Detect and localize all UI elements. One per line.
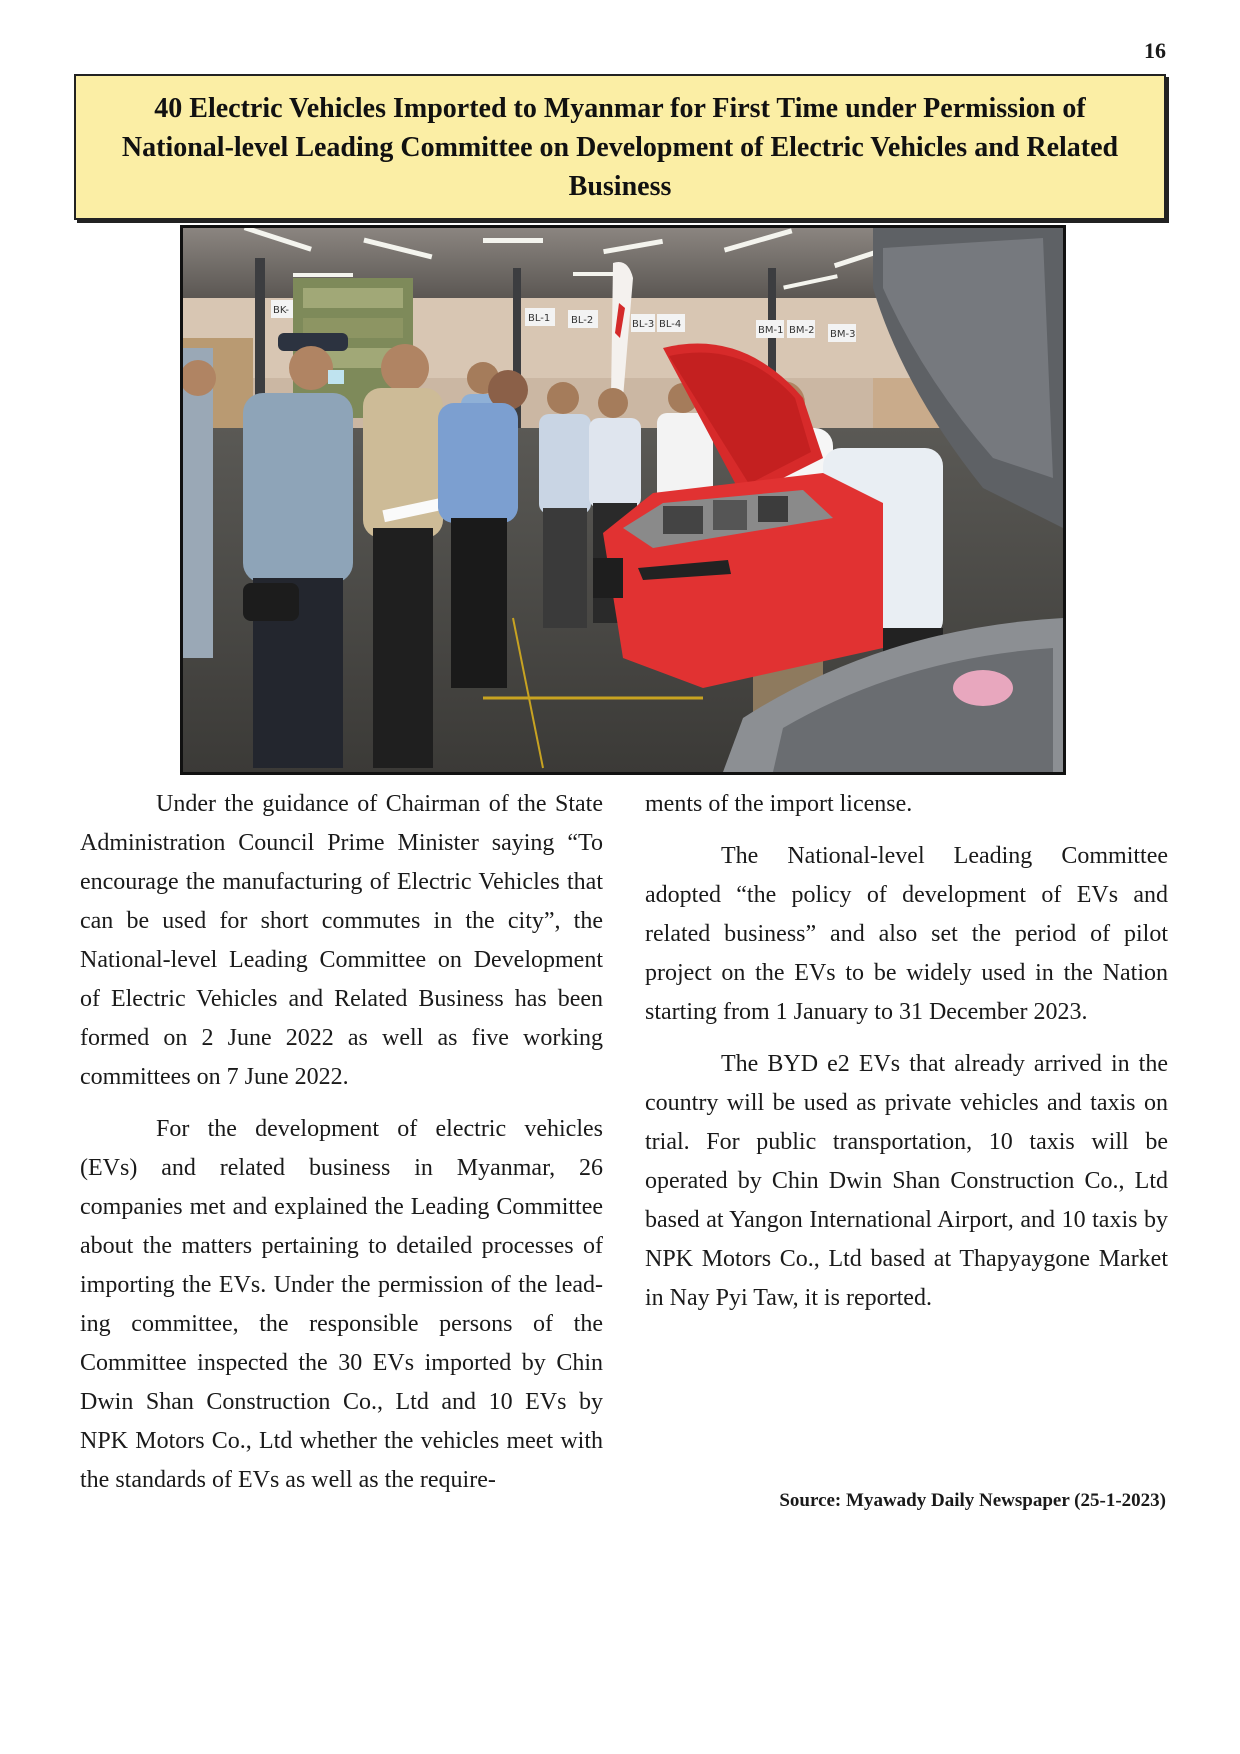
article-paragraph: The National-level Leading Committee adopted “the policy of development of EVs and related business” and also set the period of pilot project on the EVs to be widely used in the Nation starting from 1 January to 31 December 2023. (645, 843, 1168, 1025)
article-photo (180, 225, 1066, 775)
sign-bl3: BL-3 (632, 319, 655, 330)
headline-box (74, 74, 1166, 220)
article-paragraph: For the development of electric vehicles (EVs) and related business in Myanmar, 26 companies met and explained the Leading Committee about the matters pertaining to detailed processes of importing the EVs. Under the permission of the leading committee, the responsible persons of the Committee inspected the 30 EVs imported by Chin Dwin Shan Construction Co., Ltd and 10 EVs by NPK Motors Co., Ltd whether the vehicles meet with the standards of EVs as well as the require- (80, 1116, 603, 1493)
article-paragraph: Under the guidance of Chairman of the State Administration Council Prime Minister saying “To encourage the manufacturing of Electric Vehicles that can be used for short commutes in the city”, the National-level Leading Committee on Development of Electric Vehicles and Related Business has been formed on 2 June 2022 as well as five working committees on 7 June 2022. (80, 791, 603, 1090)
article-left-column (80, 785, 603, 1513)
article-paragraph-continuation: ments of the import license. (645, 791, 913, 817)
sign-bl2: BL-2 (571, 315, 594, 326)
article-right-column (645, 785, 1168, 1331)
article-headline: 40 Electric Vehicles Imported to Myanmar for First Time under Permission of National-level Leading Committee on Development of Electric Vehicles and Related Business (121, 92, 1119, 202)
sign-bl1: BL-1 (528, 313, 551, 324)
sign-bk: BK- (273, 305, 289, 316)
sign-bm2: BM-2 (789, 325, 815, 336)
article-paragraph: The BYD e2 EVs that already arrived in the country will be used as private vehicles and taxis on trial. For public transportation, 10 taxis will be operated by Chin Dwin Shan Construction Co., Ltd based at Yangon International Airport, and 10 taxis by NPK Motors Co., Ltd based at Thapyaygone Market in Nay Pyi Taw, it is reported. (645, 1051, 1168, 1311)
sign-bm1: BM-1 (758, 325, 784, 336)
page-number: 16 (1144, 38, 1166, 63)
sign-bl4: BL-4 (659, 319, 682, 330)
sign-bm3: BM-3 (830, 329, 856, 340)
article-source: Source: Myawady Daily Newspaper (25-1-2023) (779, 1490, 1166, 1511)
